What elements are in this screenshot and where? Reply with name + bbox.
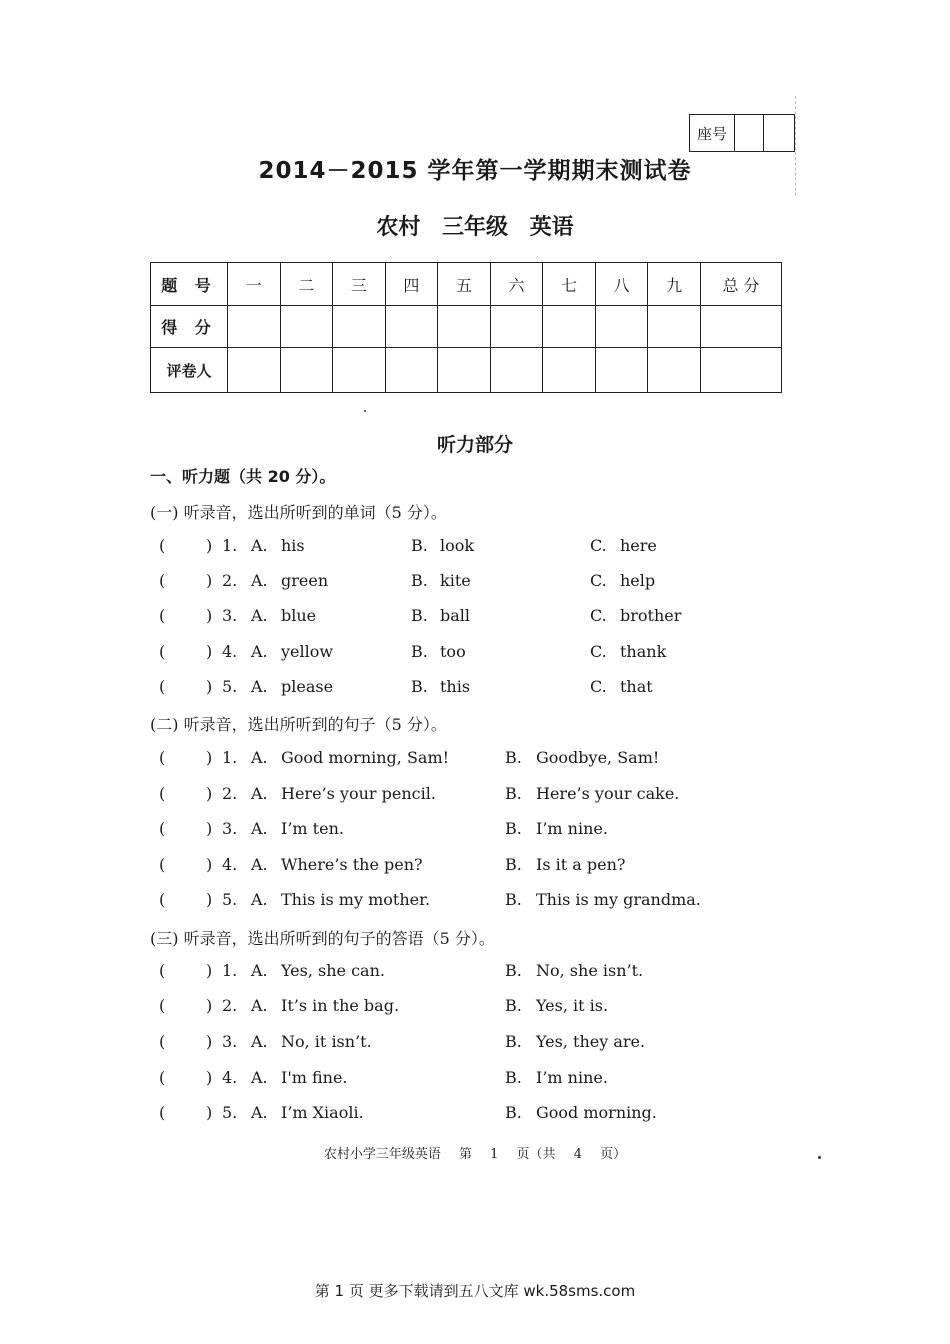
option-a-text: It’s in the bag.	[281, 996, 400, 1015]
score-header-cell: 二	[280, 263, 333, 306]
score-table	[150, 262, 782, 393]
option-b-text: I’m nine.	[536, 819, 608, 838]
question-row	[150, 961, 850, 985]
option-a-text: This is my mother.	[281, 890, 431, 909]
score-cell[interactable]	[228, 306, 281, 348]
answer-bracket-close: )	[206, 1032, 213, 1051]
option-letter-a: A.	[251, 1032, 268, 1051]
part-title: (二) 听录音，选出所听到的句子（5 分）。	[150, 715, 447, 734]
question-row	[150, 677, 850, 701]
question-number: 4.	[222, 1068, 238, 1087]
answer-bracket-close: )	[206, 1103, 213, 1122]
option-a-text: yellow	[281, 642, 334, 661]
question-row	[150, 606, 850, 630]
option-letter-a: A.	[251, 1103, 268, 1122]
question-row	[150, 784, 850, 808]
grader-cell[interactable]	[490, 348, 543, 393]
option-letter-a: A.	[251, 784, 268, 803]
answer-bracket-open[interactable]: (	[159, 1032, 166, 1051]
option-b-text: Yes, they are.	[536, 1032, 646, 1051]
option-c-text: thank	[620, 642, 667, 661]
listening-section-title: 听力部分	[436, 434, 513, 456]
grader-cell[interactable]	[595, 348, 648, 393]
seat-label: 座号	[690, 115, 735, 151]
option-letter-b: B.	[505, 1032, 522, 1051]
question-row	[150, 571, 850, 595]
scan-speck	[364, 410, 366, 412]
question-number: 3.	[222, 819, 238, 838]
option-b-text: This is my grandma.	[536, 890, 701, 909]
answer-bracket-close: )	[206, 819, 213, 838]
answer-bracket-close: )	[206, 855, 213, 874]
option-letter-a: A.	[251, 606, 268, 625]
question-number: 1.	[222, 748, 238, 767]
option-letter-a: A.	[251, 642, 268, 661]
option-a-text: Yes, she can.	[281, 961, 385, 980]
option-b-text: Yes, it is.	[536, 996, 609, 1015]
option-letter-b: B.	[505, 890, 522, 909]
score-table-header-row	[151, 263, 782, 306]
score-cell[interactable]	[280, 306, 333, 348]
question-row	[150, 1103, 850, 1127]
option-letter-b: B.	[505, 819, 522, 838]
option-a-text: blue	[281, 606, 317, 625]
question-number: 4.	[222, 855, 238, 874]
page-footer: 农村小学三年级英语 第 1 页（共 4 页）	[323, 1147, 627, 1162]
answer-bracket-open[interactable]: (	[159, 855, 166, 874]
option-letter-a: A.	[251, 571, 268, 590]
score-cell[interactable]	[701, 306, 782, 348]
option-b-text: Here’s your cake.	[536, 784, 680, 803]
answer-bracket-open[interactable]: (	[159, 819, 166, 838]
answer-bracket-close: )	[206, 996, 213, 1015]
option-letter-c: C.	[590, 536, 607, 555]
option-letter-a: A.	[251, 961, 268, 980]
question-row	[150, 536, 850, 560]
option-letter-c: C.	[590, 571, 607, 590]
grader-cell[interactable]	[385, 348, 438, 393]
option-letter-b: B.	[505, 748, 522, 767]
question-row	[150, 748, 850, 772]
option-letter-b: B.	[505, 1068, 522, 1087]
question-number: 2.	[222, 571, 238, 590]
seat-blank-1[interactable]	[735, 115, 764, 151]
answer-bracket-close: )	[206, 642, 213, 661]
option-letter-b: B.	[411, 536, 428, 555]
grader-row-label: 评卷人	[151, 348, 228, 393]
score-header-cell: 一	[228, 263, 281, 306]
option-letter-c: C.	[590, 677, 607, 696]
answer-bracket-open[interactable]: (	[159, 996, 166, 1015]
answer-bracket-open[interactable]: (	[159, 1103, 166, 1122]
option-b-text: Good morning.	[536, 1103, 657, 1122]
grader-row	[151, 348, 782, 393]
answer-bracket-close: )	[206, 536, 213, 555]
option-b-text: this	[440, 677, 471, 696]
option-a-text: I’m ten.	[281, 819, 344, 838]
question-number: 5.	[222, 1103, 238, 1122]
score-header-cell: 六	[490, 263, 543, 306]
question-number: 3.	[222, 606, 238, 625]
exam-title: 2014－2015 学年第一学期期末测试卷	[258, 158, 692, 184]
question-number: 3.	[222, 1032, 238, 1051]
score-header-cell: 三	[333, 263, 386, 306]
option-a-text: I'm fine.	[281, 1068, 348, 1087]
answer-bracket-open[interactable]: (	[159, 748, 166, 767]
grader-cell[interactable]	[543, 348, 596, 393]
option-letter-c: C.	[590, 642, 607, 661]
answer-bracket-close: )	[206, 890, 213, 909]
answer-bracket-close: )	[206, 1068, 213, 1087]
answer-bracket-open[interactable]: (	[159, 961, 166, 980]
question-number: 5.	[222, 890, 238, 909]
option-a-text: Where’s the pen?	[281, 855, 423, 874]
answer-bracket-open[interactable]: (	[159, 677, 166, 696]
option-letter-b: B.	[505, 1103, 522, 1122]
option-letter-b: B.	[411, 642, 428, 661]
score-header-cell: 七	[543, 263, 596, 306]
question-row	[150, 1068, 850, 1092]
answer-bracket-close: )	[206, 784, 213, 803]
option-a-text: Good morning, Sam!	[281, 748, 450, 767]
grader-cell[interactable]	[438, 348, 491, 393]
option-letter-b: B.	[411, 571, 428, 590]
option-letter-c: C.	[590, 606, 607, 625]
option-letter-a: A.	[251, 890, 268, 909]
question-row	[150, 855, 850, 879]
question-number: 2.	[222, 996, 238, 1015]
question-row	[150, 1032, 850, 1056]
option-letter-a: A.	[251, 748, 268, 767]
question-number: 4.	[222, 642, 238, 661]
option-letter-a: A.	[251, 1068, 268, 1087]
option-c-text: help	[620, 571, 656, 590]
score-cell[interactable]	[385, 306, 438, 348]
answer-bracket-open[interactable]: (	[159, 536, 166, 555]
option-b-text: ball	[440, 606, 471, 625]
question-row	[150, 642, 850, 666]
option-a-text: Here’s your pencil.	[281, 784, 436, 803]
option-c-text: here	[620, 536, 657, 555]
question-number: 1.	[222, 961, 238, 980]
question-row	[150, 819, 850, 843]
option-a-text: his	[281, 536, 305, 555]
part-main-title: 一、听力题（共 20 分）。	[150, 467, 336, 486]
score-cell[interactable]	[543, 306, 596, 348]
option-letter-a: A.	[251, 819, 268, 838]
option-a-text: No, it isn’t.	[281, 1032, 372, 1051]
answer-bracket-open[interactable]: (	[159, 784, 166, 803]
option-c-text: that	[620, 677, 653, 696]
option-letter-a: A.	[251, 536, 268, 555]
question-number: 2.	[222, 784, 238, 803]
answer-bracket-open[interactable]: (	[159, 890, 166, 909]
option-b-text: I’m nine.	[536, 1068, 608, 1087]
option-b-text: kite	[440, 571, 471, 590]
question-number: 5.	[222, 677, 238, 696]
option-letter-b: B.	[505, 784, 522, 803]
score-cell[interactable]	[333, 306, 386, 348]
option-a-text: please	[281, 677, 334, 696]
answer-bracket-close: )	[206, 961, 213, 980]
score-cell[interactable]	[490, 306, 543, 348]
answer-bracket-open[interactable]: (	[159, 606, 166, 625]
option-letter-a: A.	[251, 677, 268, 696]
answer-bracket-close: )	[206, 748, 213, 767]
grader-cell[interactable]	[648, 348, 701, 393]
answer-bracket-close: )	[206, 606, 213, 625]
grader-cell[interactable]	[228, 348, 281, 393]
answer-bracket-close: )	[206, 677, 213, 696]
score-row-label: 得 分	[151, 306, 228, 348]
grader-cell[interactable]	[701, 348, 782, 393]
part-title: (三) 听录音，选出所听到的句子的答语（5 分）。	[150, 929, 495, 948]
option-letter-b: B.	[505, 961, 522, 980]
answer-bracket-close: )	[206, 571, 213, 590]
answer-bracket-open[interactable]: (	[159, 1068, 166, 1087]
question-row	[150, 996, 850, 1020]
question-number: 1.	[222, 536, 238, 555]
option-letter-b: B.	[411, 677, 428, 696]
option-b-text: look	[440, 536, 475, 555]
option-letter-b: B.	[505, 996, 522, 1015]
score-header-cell: 四	[385, 263, 438, 306]
score-cell[interactable]	[438, 306, 491, 348]
option-letter-a: A.	[251, 996, 268, 1015]
option-a-text: green	[281, 571, 329, 590]
grader-cell[interactable]	[280, 348, 333, 393]
option-c-text: brother	[620, 606, 682, 625]
score-header-cell: 题 号	[151, 263, 228, 306]
score-row	[151, 306, 782, 348]
option-letter-b: B.	[505, 855, 522, 874]
seat-blank-2[interactable]	[764, 115, 792, 151]
option-b-text: too	[440, 642, 466, 661]
exam-subtitle: 农村 三年级 英语	[376, 215, 574, 240]
score-cell[interactable]	[595, 306, 648, 348]
download-note[interactable]: 第 1 页 更多下载请到五八文库 wk.58sms.com	[314, 1282, 636, 1300]
score-cell[interactable]	[648, 306, 701, 348]
option-b-text: No, she isn’t.	[536, 961, 644, 980]
part-title: (一) 听录音，选出所听到的单词（5 分）。	[150, 503, 447, 522]
option-letter-b: B.	[411, 606, 428, 625]
question-row	[150, 890, 850, 914]
seat-number-box	[689, 114, 795, 152]
option-a-text: I’m Xiaoli.	[281, 1103, 364, 1122]
score-header-cell: 九	[648, 263, 701, 306]
score-header-cell: 五	[438, 263, 491, 306]
option-b-text: Is it a pen?	[536, 855, 626, 874]
option-b-text: Goodbye, Sam!	[536, 748, 660, 767]
option-letter-a: A.	[251, 855, 268, 874]
score-header-cell: 八	[595, 263, 648, 306]
score-header-cell: 总 分	[701, 263, 782, 306]
answer-bracket-open[interactable]: (	[159, 571, 166, 590]
grader-cell[interactable]	[333, 348, 386, 393]
answer-bracket-open[interactable]: (	[159, 642, 166, 661]
scan-speck	[818, 1156, 821, 1159]
